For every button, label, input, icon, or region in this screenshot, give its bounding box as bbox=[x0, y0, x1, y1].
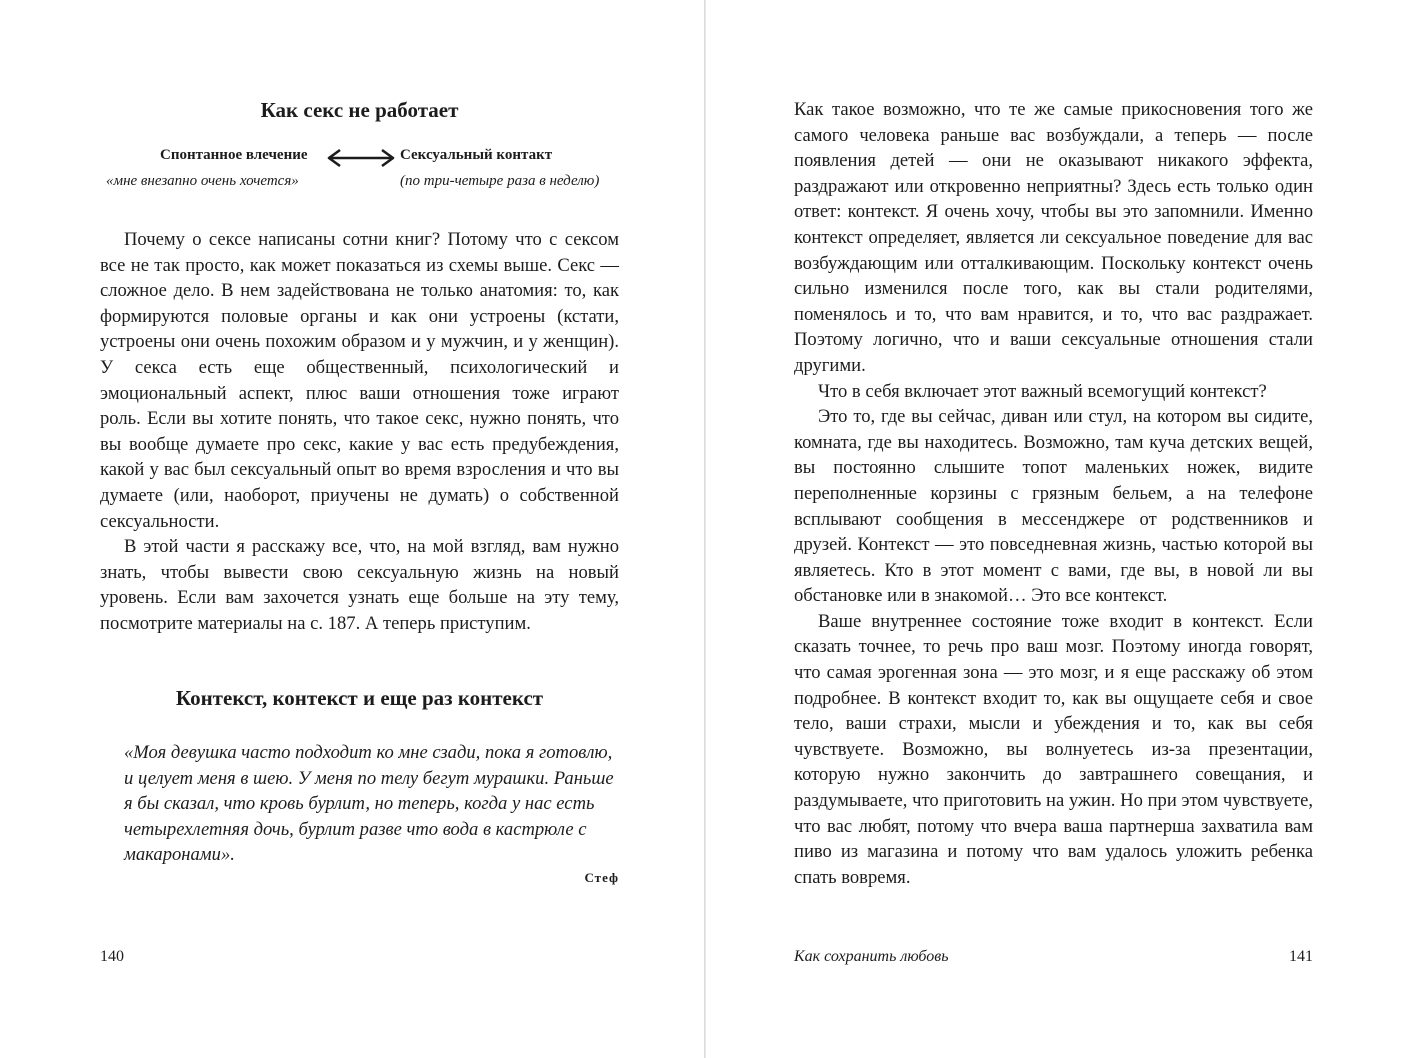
paragraph: Ваше внутреннее состояние тоже входит в контекст. Если сказать точнее, то речь про ваш мозг. Поэтому иногда говорят, что самая эрогенная зона — это мозг, и я еще расскажу об этом подробнее. В контекст входит то, как вы ощущаете себя и свое тело, ваши страхи, мысли и убеждения и то, как вы себя чувствуете. Возможно, вы волнуетесь из-за презентации, которую нужно закончить до завтрашнего совещания, и раздумываете, что приготовить на ужин. Но при этом чувствуете, что вас любят, потому что вчера ваша партнерша захватила вам пиво из магазина и потому что вам удалось уложить ребенка спать вовремя. bbox=[794, 610, 1313, 888]
section-heading: Как секс не работает bbox=[260, 98, 459, 122]
left-page bbox=[100, 0, 619, 1058]
paragraph: Как такое возможно, что те же самые прикосновения того же самого человека раньше вас возбуждали, а теперь — после появления детей — они не оказывают никакого эффекта, раздражают или откровенно неприятны? Здесь есть только один ответ: контекст. Я очень хочу, чтобы вы это запомнили. Именно контекст определяет, является ли сексуальное поведение для вас возбуждающим или отталкивающим. Поскольку контекст очень сильно изменился после того, как вы стали родителями, поменялось и то, что вам нравится, и то, что вас раздражает. Поэтому логично, что и ваши сексуальные отношения стали другими. bbox=[794, 99, 1313, 376]
diagram-right-caption: (по три-четыре раза в неделю) bbox=[400, 173, 600, 189]
desire-diagram bbox=[100, 145, 619, 201]
double-arrow-icon bbox=[326, 148, 396, 168]
section-heading-2: Контекст, контекст и еще раз контекст bbox=[175, 686, 544, 710]
right-page bbox=[794, 0, 1313, 1058]
diagram-left-caption: «мне внезапно очень хочется» bbox=[106, 173, 299, 189]
paragraph: В этой части я расскажу все, что, на мой взгляд, вам нужно знать, чтобы вывести свою сексуальную жизнь на новый уровень. Если вам захочется узнать еще больше на эту тему, посмотрите материалы на с. 187. А теперь приступим. bbox=[100, 536, 619, 634]
page-number: 140 bbox=[100, 948, 124, 965]
quote-author: Стеф bbox=[584, 870, 619, 885]
book-gutter bbox=[704, 0, 706, 1058]
paragraph: Это то, где вы сейчас, диван или стул, на котором вы сидите, комната, где вы находитесь. Возможно, там куча детских вещей, вы постоянно слышите топот маленьких ножек, видите переполненные корзины с грязным бельем, а на телефоне всплывают сообщения в мессенджере от родственников и друзей. Контекст — это повседневная жизнь, частью которой вы являетесь. Кто в этот момент с вами, где вы, в новой ли вы обстановке или в знакомой… Это все контекст. bbox=[794, 406, 1313, 607]
left-body-text bbox=[100, 227, 619, 637]
epigraph-quote: «Моя девушка часто подходит ко мне сзади, пока я готовлю, и целует меня в шею. У меня по телу бегут мурашки. Раньше я бы сказал, что кровь бурлит, но теперь, когда у нас есть четырехлетняя дочь, бурлит разве что вода в кастрюле с макаронами». bbox=[124, 742, 614, 866]
running-title: Как сохранить любовь bbox=[794, 948, 949, 965]
diagram-right-label: Сексуальный контакт bbox=[400, 147, 553, 163]
page-number: 141 bbox=[1289, 948, 1313, 965]
paragraph: Что в себя включает этот важный всемогущий контекст? bbox=[818, 380, 1267, 402]
paragraph: Почему о сексе написаны сотни книг? Потому что с сексом все не так просто, как может показаться из схемы выше. Секс — сложное дело. В нем задействована не только анатомия: то, как формируются половые органы и как они устроены (кстати, устроены они очень похожим образом и у мужчин, и у женщин). У секса есть еще общественный, психологический и эмоциональный аспект, плюс ваши отношения тоже играют роль. Если вы хотите понять, что такое секс, нужно понять, что вы вообще думаете про секс, какие у вас есть предубеждения, какой у вас был сексуальный опыт во время взросления и что вы думаете (или, наоборот, приучены не думать) о собственной сексуальности. bbox=[100, 229, 619, 532]
right-body-text bbox=[794, 97, 1313, 890]
diagram-left-label: Спонтанное влечение bbox=[160, 147, 308, 163]
